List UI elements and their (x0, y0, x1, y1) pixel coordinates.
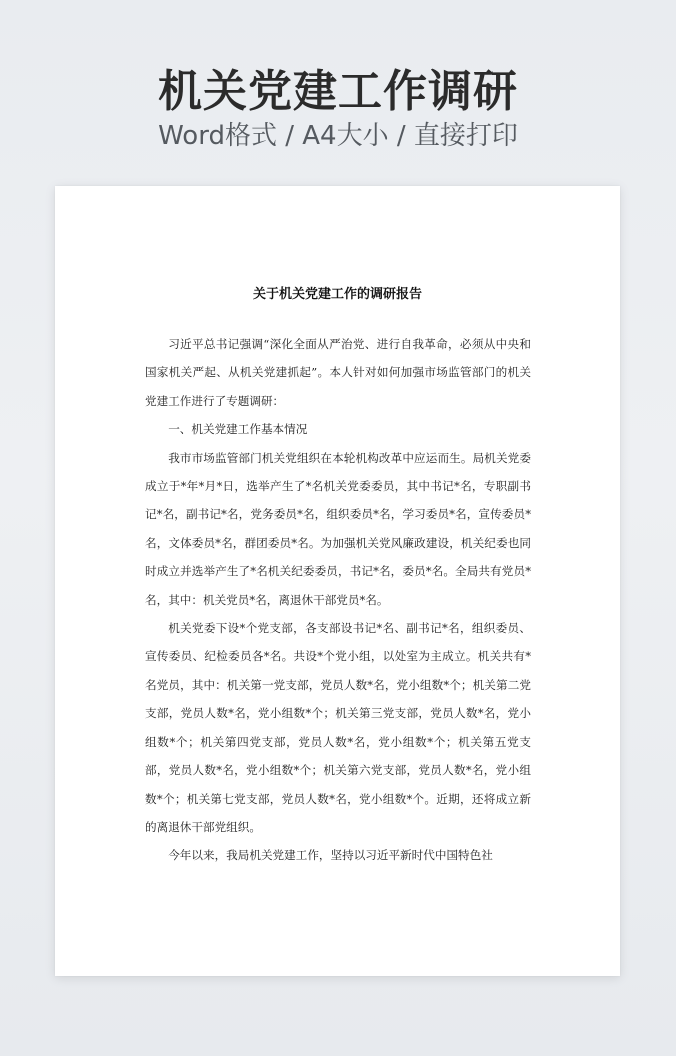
paragraph-committee: 我市市场监管部门机关党组织在本轮机构改革中应运而生。局机关党委成立于*年*月*日，选举产生了*名机关党委委员，其中书记*名，专职副书记*名，副书记*名，党务委员*名，组织委员*名，学习委员*名，宣传委员*名，文体委员*名，群团委员*名。为加强机关党风廉政建设，机关纪委也同时成立并选举产生了*名机关纪委委员，书记*名，委员*名。全局共有党员*名，其中：机关党员*名，离退休干部党员*名。 (145, 450, 531, 607)
banner-subtitle: Word格式 / A4大小 / 直接打印 (158, 121, 518, 151)
paragraph-intro: 习近平总书记强调“深化全面从严治党、进行自我革命，必须从中央和国家机关严起、从机关党建抓起”。本人针对如何加强市场监管部门的机关党建工作进行了专题调研： (145, 337, 531, 408)
section-heading: 一、机关党建工作基本情况 (168, 422, 308, 437)
document-body (145, 330, 531, 870)
paragraph-branches: 机关党委下设*个党支部，各支部设书记*名、副书记*名，组织委员、宣传委员、纪检委员各*名。共设*个党小组，以处室为主成立。机关共有*名党员，其中：机关第一党支部，党员人数*名，党小组数*个；机关第二党支部，党员人数*名，党小组数*个；机关第三党支部，党员人数*名，党小组数*个；机关第四党支部，党员人数*名，党小组数*个；机关第五党支部，党员人数*名，党小组数*个；机关第六党支部，党员人数*名，党小组数*个；机关第七党支部，党员人数*名，党小组数*个。近期，还将成立新的离退休干部党组织。 (145, 621, 531, 834)
paragraph-this-year: 今年以来，我局机关党建工作，坚持以习近平新时代中国特色社 (168, 848, 493, 863)
document-page (55, 186, 620, 976)
banner-title: 机关党建工作调研 (158, 66, 518, 117)
document-title: 关于机关党建工作的调研报告 (252, 287, 422, 302)
